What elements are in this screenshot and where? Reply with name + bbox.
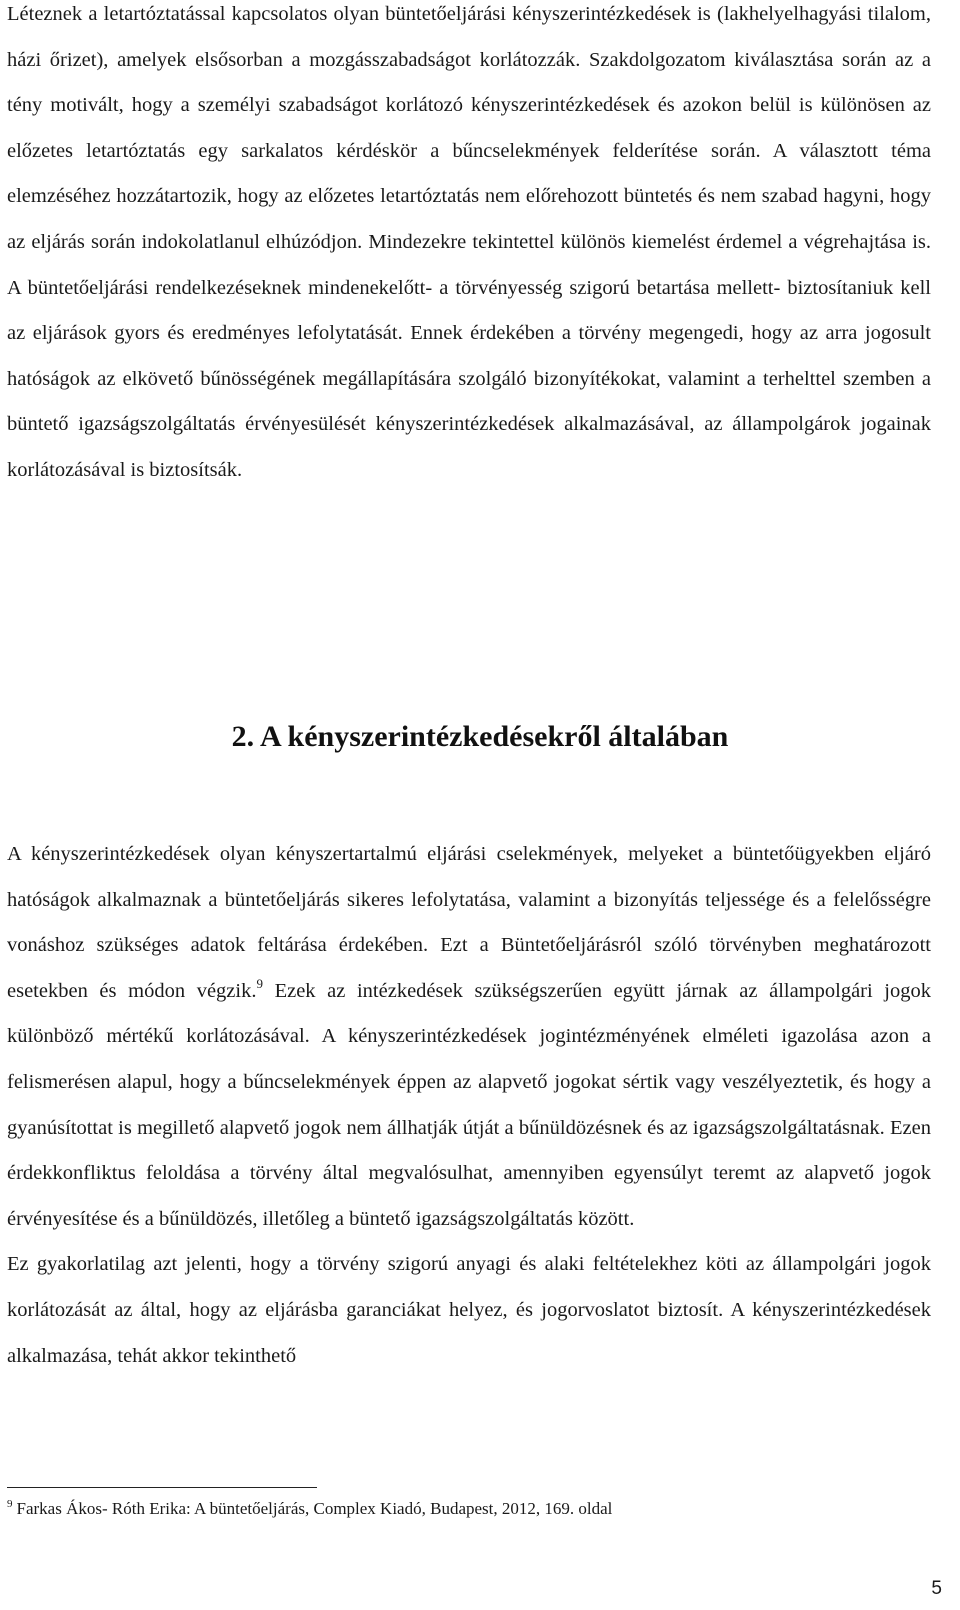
body-paragraph-text: A kényszerintézkedések olyan kényszertartalmú eljárási cselekmények, melyeket a büntetőügyekben eljáró hatóságok alkalmaznak a büntetőeljárás sikeres lefolytatása, valamint a bizonyítás teljessége és a felelősségre vonáshoz szükséges adatok feltárása érdekében. Ezt a Büntetőeljárásról szóló törvényben meghatározott esetekben és módon végzik. — [7, 843, 931, 1002]
body-paragraph-text: Ezek az intézkedések szükségszerűen együtt járnak az állampolgári jogok különböző mértékű korlátozásával. A kényszerintézkedések jogintézményének elméleti igazolása azon a felismerésen alapul, hogy a bűncselekmények éppen az alapvető jogokat sértik vagy veszélyeztetik, és hogy a gyanúsítottat is megillető alapvető jogok nem állhatják útját a bűnüldözésnek és az igazságszolgáltatásnak. Ezen érdekkonfliktus feloldása a törvény által megvalósulhat, amennyiben egyensúlyt teremt az alapvető jogok érvényesítése és a bűnüldözés, illetőleg a büntető igazságszolgáltatás között. — [7, 979, 932, 1230]
body-paragraph-block — [7, 832, 931, 1379]
footnote-text: Farkas Ákos- Róth Erika: A büntetőeljárás, Complex Kiadó, Budapest, 2012, 169. oldal — [16, 1499, 613, 1518]
footnote — [7, 1497, 931, 1521]
footnote-number: 9 — [7, 1498, 13, 1510]
section-heading: 2. A kényszerintézkedésekről általában — [231, 720, 729, 753]
footnote-separator — [7, 1487, 317, 1488]
page-number: 5 — [931, 1578, 942, 1599]
footnote-reference[interactable]: 9 — [256, 975, 263, 991]
body-paragraph: Léteznek a letartóztatással kapcsolatos olyan büntetőeljárási kényszerintézkedések is (lakhelyelhagyási tilalom, házi őrizet), amelyek elsősorban a mozgásszabadságot korlátozzák. Szakdolgozatom kiválasztása során az a tény motivált, hogy a személyi szabadságot korlátozó kényszerintézkedések és azokon belül is különösen az előzetes letartóztatás egy sarkalatos kérdéskör a bűncselekmények felderítése során. A választott téma elemzéséhez hozzátartozik, hogy az előzetes letartóztatás nem előrehozott büntetés és nem szabad hagyni, hogy az eljárás során indokolatlanul elhúzódjon. Mindezekre tekintettel különös kiemelést érdemel a végrehajtása is. A büntetőeljárási rendelkezéseknek mindenekelőtt- a törvényesség szigorú betartása mellett- biztosítaniuk kell az eljárások gyors és eredményes lefolytatását. Ennek érdekében a törvény megengedi, hogy az arra jogosult hatóságok az elkövető bűnösségének megállapítására szolgáló bizonyítékokat, valamint a terhelttel szemben a büntető igazságszolgáltatás érvényesülését kényszerintézkedések alkalmazásával, az állampolgárok jogainak korlátozásával is biztosítsák. — [7, 3, 931, 481]
body-paragraph-text: Ez gyakorlatilag azt jelenti, hogy a törvény szigorú anyagi és alaki feltételekhez köti az állampolgári jogok korlátozását az által, hogy az eljárásba garanciákat helyez, és jogorvoslatot biztosít. A kényszerintézkedések alkalmazása, tehát akkor tekinthető — [7, 1253, 931, 1367]
